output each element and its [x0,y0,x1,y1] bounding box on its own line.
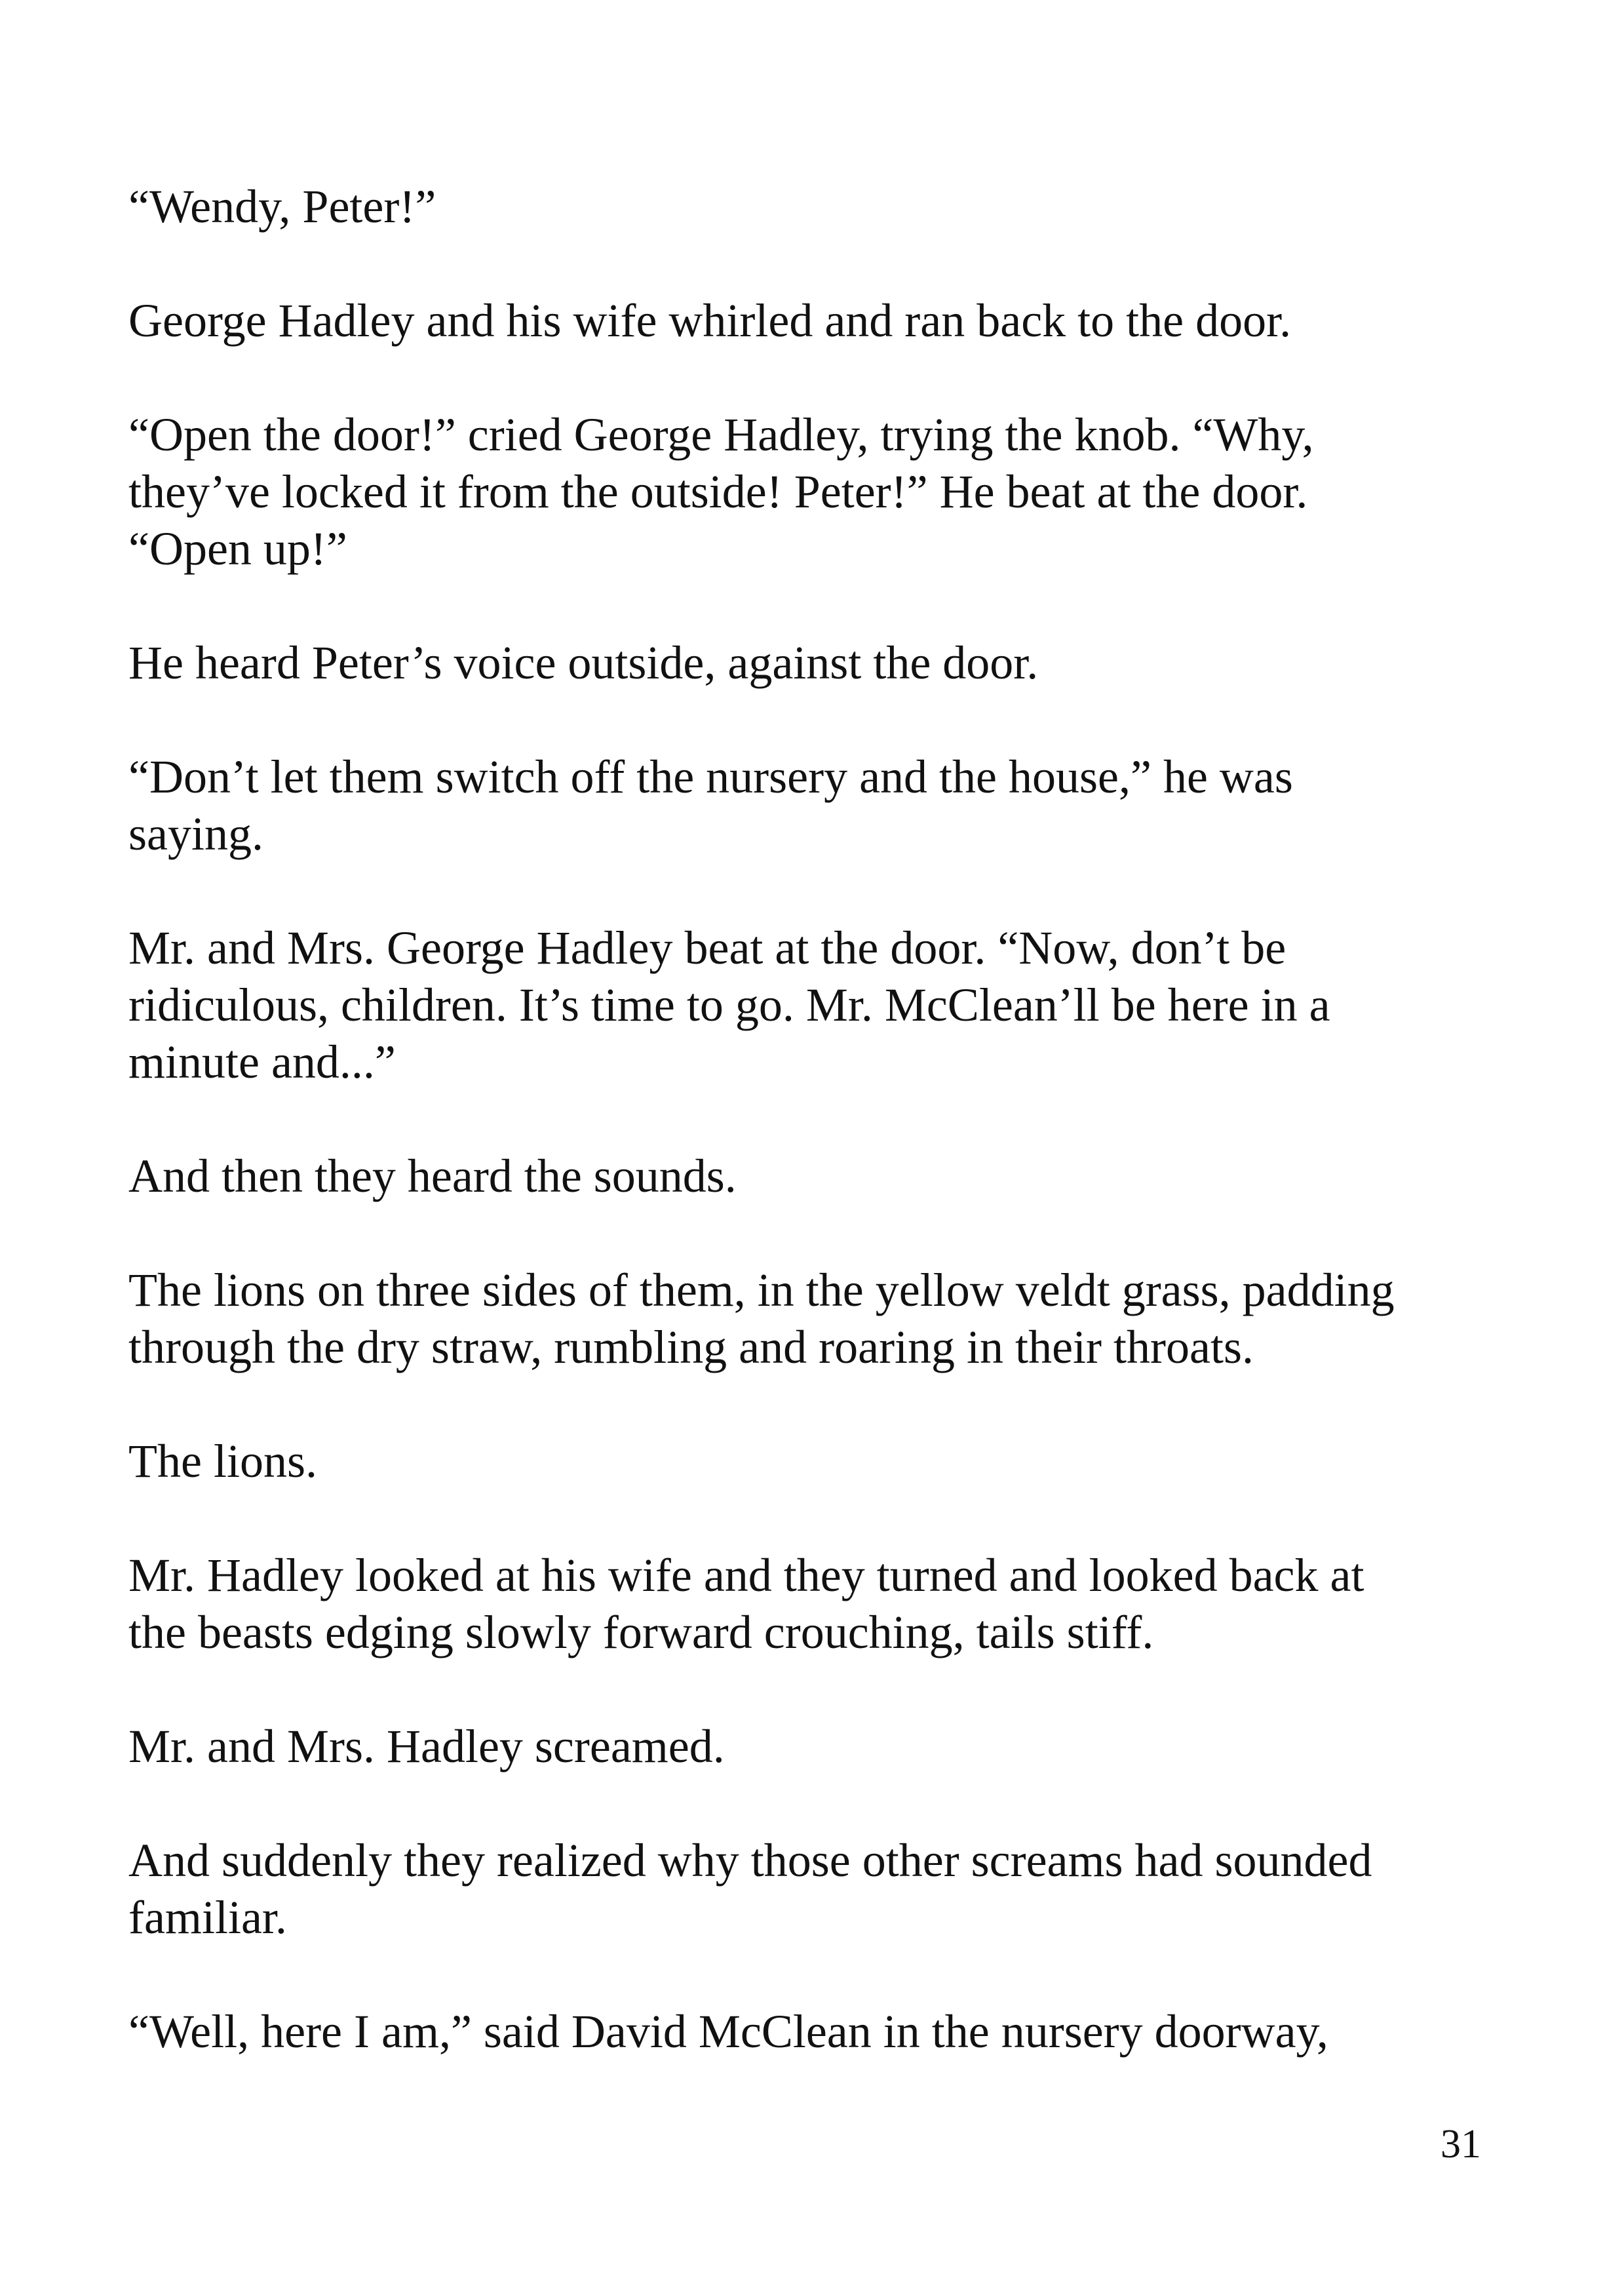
text-line: through the dry straw, rumbling and roaring in their throats. [128,1321,1254,1373]
text-line: they’ve locked it from the outside! Peter!” He beat at the door. [128,465,1308,518]
text-line: “Don’t let them switch off the nursery and the house,” he was [128,751,1293,803]
paragraph-3 [128,406,1505,578]
text-line: And suddenly they realized why those other screams had sounded [128,1834,1372,1887]
text-line: Mr. and Mrs. Hadley screamed. [128,1720,725,1773]
paragraph-4 [128,635,1505,692]
text-line: the beasts edging slowly forward crouching, tails stiff. [128,1606,1154,1658]
text-line: saying. [128,808,263,860]
text-line: “Open the door!” cried George Hadley, trying the knob. “Why, [128,408,1314,461]
text-line: Mr. Hadley looked at his wife and they turned and looked back at [128,1549,1364,1601]
paragraph-11 [128,1718,1505,1775]
text-line: ridiculous, children. It’s time to go. Mr. McClean’ll be here in a [128,979,1330,1031]
paragraph-6 [128,920,1505,1091]
paragraph-5 [128,749,1505,863]
text-line: “Open up!” [128,522,347,575]
text-line: He heard Peter’s voice outside, against the door. [128,637,1039,689]
text-line: “Well, here I am,” said David McClean in the nursery doorway, [128,2005,1328,2058]
text-line: familiar. [128,1891,287,1944]
text-line: “Wendy, Peter!” [128,180,436,233]
paragraph-10 [128,1547,1505,1661]
paragraph-12 [128,1832,1505,1946]
paragraph-9 [128,1433,1505,1490]
paragraph-13 [128,2003,1505,2060]
page-number: 31 [1440,2122,1481,2166]
paragraph-7 [128,1148,1505,1205]
text-line: And then they heard the sounds. [128,1150,737,1202]
paragraph-2 [128,292,1505,349]
text-line: George Hadley and his wife whirled and ran back to the door. [128,294,1292,347]
paragraph-8 [128,1262,1505,1376]
paragraph-1 [128,178,1505,235]
body-text [128,178,1505,2117]
text-line: minute and...” [128,1036,396,1088]
text-line: Mr. and Mrs. George Hadley beat at the door. “Now, don’t be [128,922,1286,974]
text-line: The lions on three sides of them, in the yellow veldt grass, padding [128,1264,1395,1316]
text-line: The lions. [128,1435,317,1487]
